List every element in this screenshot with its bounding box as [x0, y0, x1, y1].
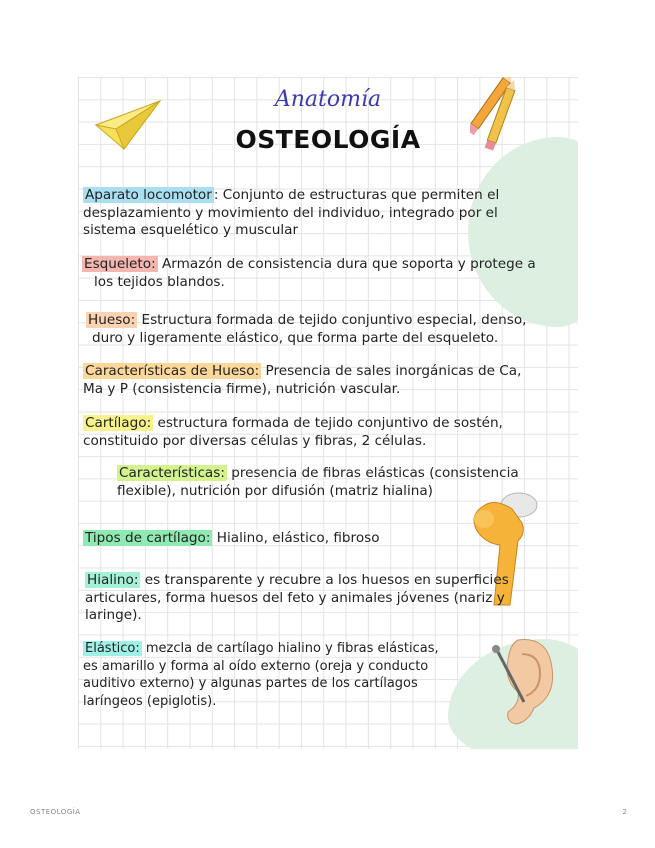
term-tipos-cartilago: Tipos de cartílago: — [85, 530, 211, 546]
paper-plane-icon — [94, 99, 162, 151]
term-cartilago: Cartílago: — [85, 415, 152, 431]
definition-line: duro y ligeramente elástico, que forma parte del esqueleto. — [92, 329, 499, 346]
pencils-icon — [470, 77, 530, 157]
definition-line: Hialino, elástico, fibroso — [212, 530, 380, 546]
paragraph-hueso — [86, 312, 526, 347]
footer-document-name: OSTEOLOGÍA — [30, 808, 81, 816]
term-hueso: Hueso: — [88, 312, 136, 328]
definition-line: presencia de fibras elásticas (consistencia — [226, 465, 519, 481]
definition-line: laríngeos (epiglotis). — [83, 693, 217, 709]
definition-line: mezcla de cartílago hialino y fibras elásticas, — [141, 641, 439, 656]
definition-line: Ma y P (consistencia firme), nutrición vascular. — [83, 380, 401, 397]
subject-title: Anatomía — [274, 87, 382, 112]
definition-line: Estructura formada de tejido conjuntivo especial, denso, — [137, 312, 527, 328]
term-aparato-locomotor: Aparato locomotor — [85, 187, 212, 203]
definition-line: constituido por diversas células y fibras, 2 células. — [83, 432, 427, 449]
ear-icon — [478, 632, 568, 732]
definition-line: sistema esquelético y muscular — [83, 222, 299, 238]
term-caracteristicas-hueso: Características de Hueso: — [85, 363, 260, 379]
term-elastico: Elástico: — [85, 641, 140, 656]
definition-line: es transparente y recubre a los huesos en superficies — [140, 572, 509, 588]
definition-line: articulares, forma huesos del feto y animales jóvenes (nariz y — [85, 589, 505, 606]
definition-line: flexible), nutrición por difusión (matriz hialina) — [117, 482, 433, 499]
paragraph-esqueleto — [82, 256, 536, 291]
paragraph-cartilago — [83, 415, 503, 450]
paragraph-hialino — [85, 572, 509, 625]
term-esqueleto: Esqueleto: — [84, 256, 156, 272]
definition-line: los tejidos blandos. — [94, 273, 225, 290]
paragraph-elastico — [83, 640, 439, 710]
definition-line: Armazón de consistencia dura que soporta y protege a — [157, 256, 536, 272]
definition-line: es amarillo y forma al oído externo (oreja y conducto — [83, 658, 429, 674]
definition-line: auditivo externo) y algunas partes de los cartílagos — [83, 676, 418, 691]
page-title: OSTEOLOGÍA — [235, 125, 421, 154]
definition-line: estructura formada de tejido conjuntivo de sostén, — [153, 415, 503, 431]
paragraph-caracteristicas — [117, 465, 519, 500]
paragraph-caracteristicas-hueso — [83, 363, 521, 398]
paragraph-aparato-locomotor — [83, 187, 499, 240]
term-caracteristicas: Características: — [119, 465, 225, 481]
definition-line: Presencia de sales inorgánicas de Ca, — [261, 363, 522, 379]
footer-page-number: 2 — [622, 808, 627, 816]
definition-line: laringe). — [85, 607, 142, 623]
term-hialino: Hialino: — [87, 572, 139, 588]
paragraph-tipos-cartilago — [83, 530, 380, 548]
definition-line: desplazamiento y movimiento del individuo, integrado por el — [83, 204, 498, 221]
definition-line: : Conjunto de estructuras que permiten el — [213, 187, 500, 203]
